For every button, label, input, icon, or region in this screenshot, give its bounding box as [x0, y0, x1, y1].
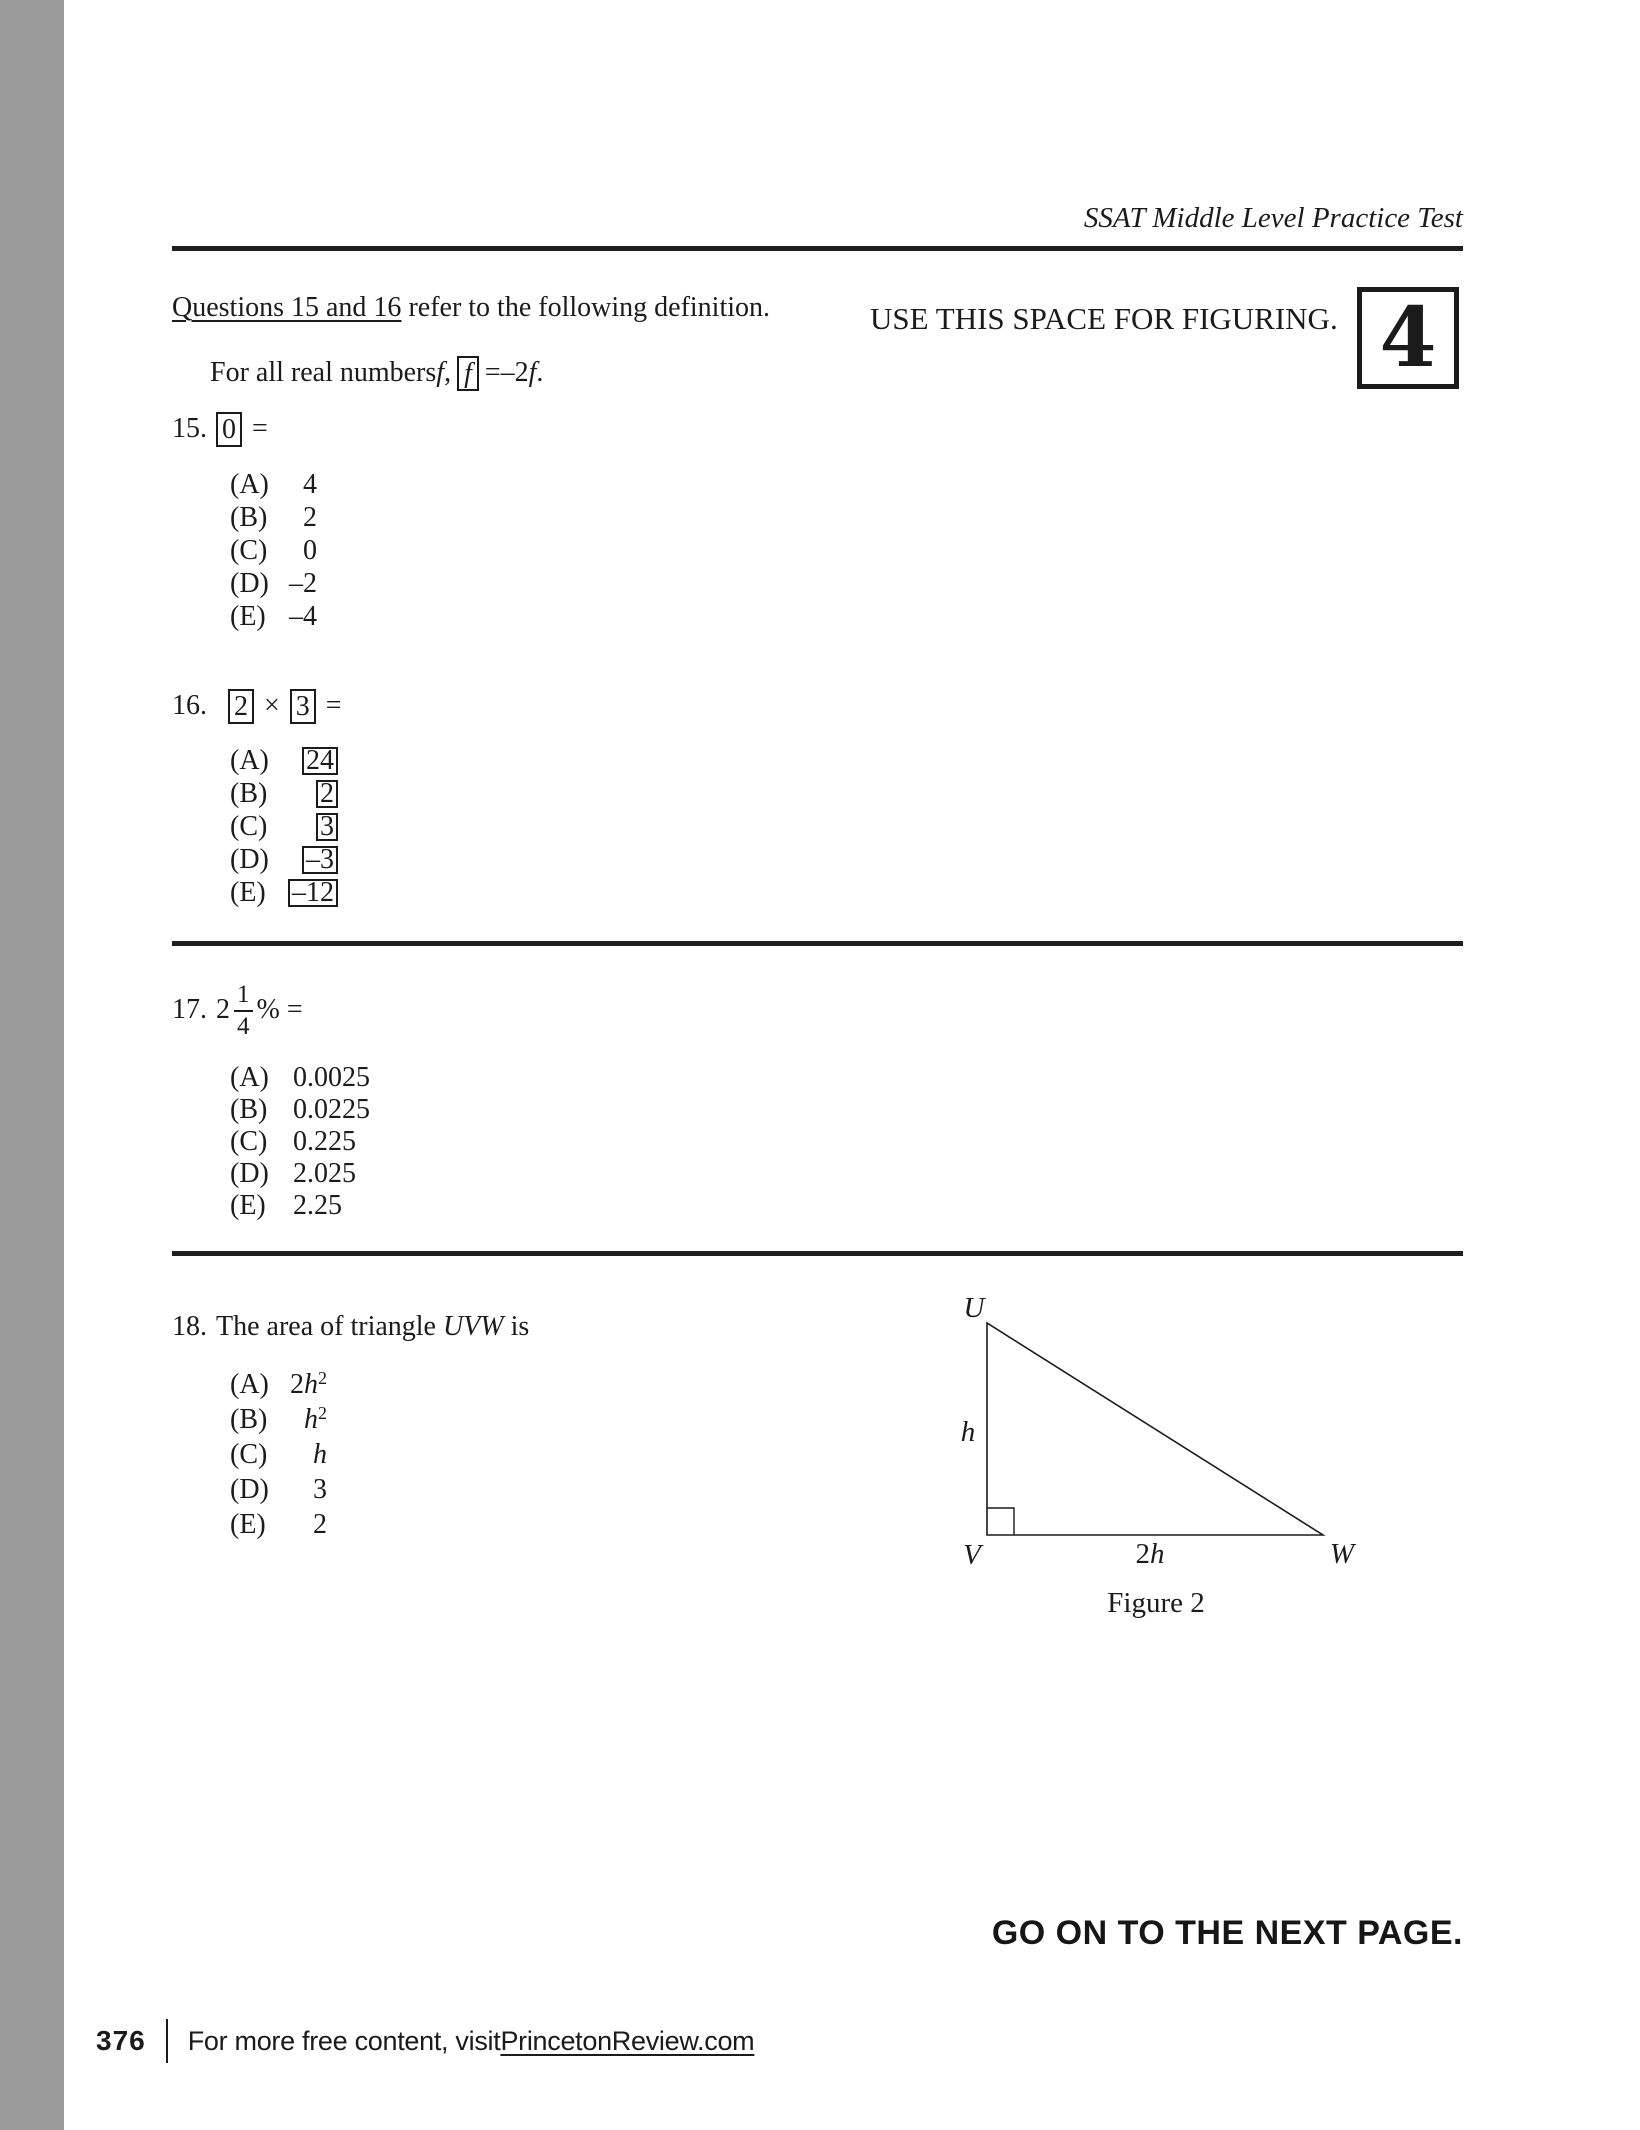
choice-value: 0.0225 — [293, 1094, 370, 1125]
definition-var: f — [436, 357, 445, 388]
boxed-choice-value: 24 — [302, 747, 338, 775]
stem-tail: is — [503, 1311, 530, 1342]
intro-rest: refer to the following definition. — [401, 292, 771, 323]
triangle — [987, 1323, 1323, 1535]
choice-label: (C) — [230, 810, 268, 842]
question-17-choices — [230, 1062, 370, 1222]
choice-label: (A) — [230, 1062, 269, 1093]
choice-row — [230, 1402, 327, 1437]
choice-label: (B) — [230, 1403, 268, 1435]
definition-comma: , — [444, 357, 452, 388]
multiply-sign: × — [264, 690, 280, 721]
page-edge-strip — [0, 0, 64, 2130]
definition-period: . — [536, 357, 544, 388]
boxed-two: 2 — [228, 689, 254, 724]
fraction — [234, 982, 253, 1039]
header-title: SSAT Middle Level Practice Test — [1083, 202, 1463, 234]
choice-label: (B) — [230, 501, 268, 533]
choice-value — [285, 877, 338, 909]
go-on-text: GO ON TO THE NEXT PAGE. — [991, 1914, 1463, 1952]
choice-row — [230, 600, 317, 633]
question-number: 16. — [172, 690, 207, 721]
choice-row — [230, 777, 338, 810]
vertex-label-w: W — [1329, 1538, 1355, 1570]
choice-value — [285, 1439, 327, 1471]
choice-value — [285, 1404, 327, 1436]
choice-value — [285, 1369, 327, 1401]
value-coef: 2 — [290, 1368, 304, 1400]
choice-value — [285, 778, 338, 810]
footer — [96, 2018, 754, 2064]
choice-value: 0.0025 — [293, 1062, 370, 1093]
choice-value: 0 — [303, 534, 317, 566]
choice-value — [285, 745, 338, 777]
boxed-choice-value: 2 — [316, 780, 338, 808]
choice-label: (B) — [230, 1094, 268, 1125]
boxed-three: 3 — [290, 689, 316, 724]
question-number: 17. — [172, 994, 207, 1025]
choice-label: (E) — [230, 1508, 266, 1540]
choice-row — [230, 1062, 370, 1094]
definition-line — [210, 350, 543, 396]
right-angle-mark — [987, 1508, 1014, 1535]
value-coef: 3 — [313, 1473, 327, 1505]
question-16-stem — [172, 684, 342, 728]
figuring-heading: USE THIS SPACE FOR FIGURING. — [870, 301, 1338, 336]
choice-label: (A) — [230, 1368, 269, 1400]
boxed-f: f — [457, 356, 479, 391]
choice-label: (E) — [230, 600, 266, 632]
choice-label: (D) — [230, 843, 269, 875]
choice-row — [230, 876, 338, 909]
choice-label: (B) — [230, 777, 268, 809]
percent-equals: % = — [256, 994, 303, 1025]
choice-label: (C) — [230, 534, 268, 566]
boxed-choice-value: –3 — [302, 846, 338, 874]
choice-row — [230, 1126, 370, 1158]
value-var: h — [313, 1438, 327, 1470]
value-coef: 2 — [313, 1508, 327, 1540]
question-15-choices — [230, 468, 317, 633]
equals-sign: = — [252, 413, 268, 444]
vertex-label-u: U — [963, 1292, 985, 1324]
choice-row — [230, 501, 317, 534]
choice-value — [285, 1509, 327, 1541]
choice-label: (D) — [230, 1158, 269, 1189]
choice-row — [230, 468, 317, 501]
question-number: 18. — [172, 1311, 207, 1342]
choice-row — [230, 843, 338, 876]
choice-label: (D) — [230, 567, 269, 599]
equals-sign: = — [325, 690, 342, 721]
choice-row — [230, 567, 317, 600]
question-18-choices — [230, 1367, 327, 1542]
choice-label: (C) — [230, 1438, 268, 1470]
section-divider — [172, 1251, 1463, 1256]
value-var: h — [304, 1368, 318, 1400]
choice-label: (C) — [230, 1126, 268, 1157]
boxed-zero: 0 — [216, 412, 242, 447]
choice-value — [285, 1474, 327, 1506]
choice-row — [230, 1094, 370, 1126]
choice-label: (D) — [230, 1473, 269, 1505]
header-rule — [172, 246, 1463, 251]
choice-row — [230, 1507, 327, 1542]
section-divider — [172, 941, 1463, 946]
choice-row — [230, 1190, 370, 1222]
stem-text — [216, 1310, 529, 1343]
definition-lead: For all real numbers — [210, 357, 437, 388]
choice-value — [285, 844, 338, 876]
intro-underlined: Questions 15 and 16 — [172, 292, 402, 323]
definition-var-2: f — [528, 357, 537, 388]
choice-row — [230, 1472, 327, 1507]
value-var: h — [304, 1403, 318, 1435]
footer-text: For more free content, visit — [187, 2025, 501, 2056]
choice-row — [230, 744, 338, 777]
figure-caption: Figure 2 — [1107, 1587, 1205, 1619]
choice-row — [230, 1158, 370, 1190]
question-number: 15. — [172, 413, 207, 444]
boxed-choice-value: –12 — [288, 879, 338, 907]
stem-lead: The area of triangle — [216, 1311, 443, 1342]
side-label-2h-var: h — [1150, 1538, 1165, 1570]
fraction-denominator: 4 — [234, 1010, 253, 1039]
side-label-2h-coef: 2 — [1135, 1538, 1150, 1570]
mixed-number-whole: 2 — [216, 994, 230, 1025]
definition-equals: = — [484, 357, 501, 388]
choice-value: 2 — [303, 501, 317, 533]
value-exponent: 2 — [318, 1367, 327, 1388]
choice-value — [285, 811, 338, 843]
definition-coef: –2 — [500, 357, 529, 388]
choice-value: 0.225 — [293, 1126, 356, 1157]
choice-label: (A) — [230, 468, 269, 500]
choice-label: (A) — [230, 744, 269, 776]
question-17-stem — [172, 976, 303, 1044]
side-label-h: h — [960, 1416, 976, 1448]
choice-value: 2.25 — [293, 1190, 342, 1221]
side-label-2h — [1136, 1538, 1165, 1570]
section-number-box — [1357, 287, 1459, 389]
choice-label: (E) — [230, 1190, 266, 1221]
choice-row — [230, 1367, 327, 1402]
question-15-stem — [172, 406, 268, 452]
page-number: 376 — [96, 2025, 146, 2056]
boxed-choice-value: 3 — [316, 813, 338, 841]
vertex-label-v: V — [963, 1539, 981, 1571]
choice-row — [230, 1437, 327, 1472]
footer-divider — [166, 2019, 168, 2063]
value-exponent: 2 — [318, 1402, 327, 1423]
footer-link[interactable]: PrincetonReview.com — [500, 2025, 755, 2056]
question-16-choices — [230, 744, 338, 909]
triangle-figure — [930, 1285, 1410, 1635]
choice-value: –2 — [289, 567, 317, 599]
fraction-numerator: 1 — [237, 980, 250, 1008]
choice-row — [230, 810, 338, 843]
stem-triangle-name: UVW — [442, 1311, 504, 1342]
choice-value: 2.025 — [293, 1158, 356, 1189]
definition-intro — [172, 291, 770, 324]
choice-value: 4 — [303, 468, 317, 500]
choice-value: –4 — [289, 600, 317, 632]
choice-label: (E) — [230, 876, 266, 908]
question-18-stem — [172, 1310, 529, 1343]
choice-row — [230, 534, 317, 567]
section-number: 4 — [1379, 290, 1437, 386]
